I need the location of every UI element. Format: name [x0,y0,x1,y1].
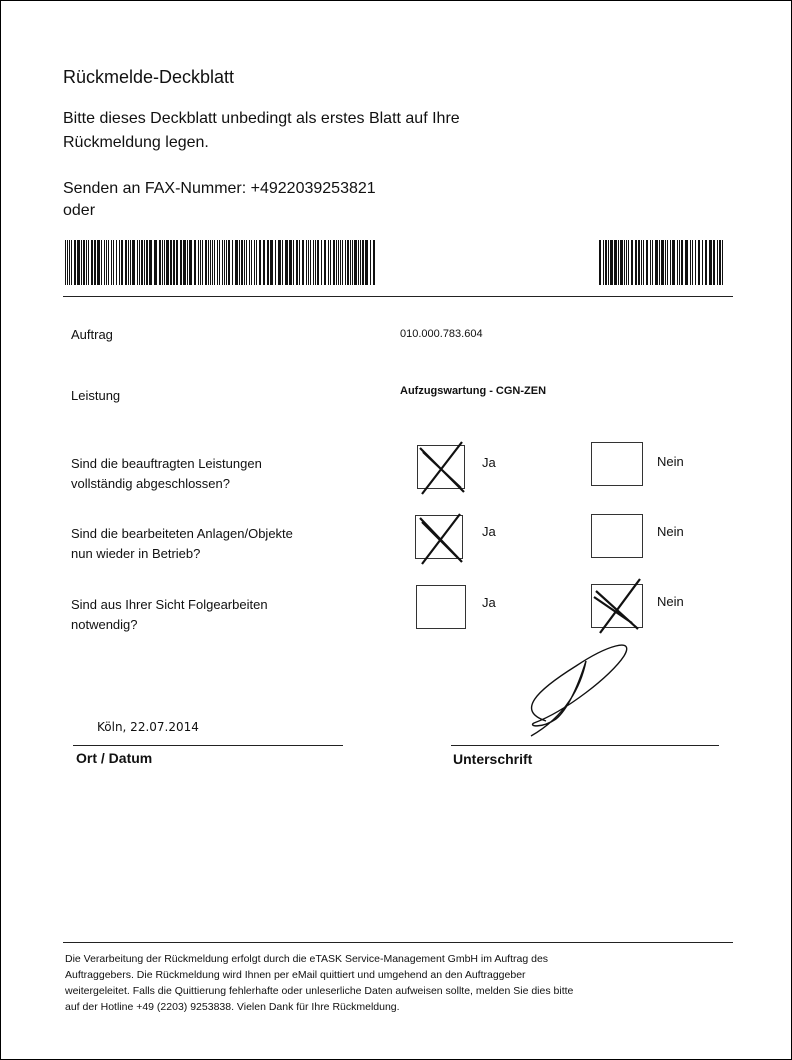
barcode-bar [224,240,225,285]
barcode-bar [228,240,230,285]
barcode-bar [646,240,648,285]
barcode-bar [672,240,675,285]
barcode-bar [69,240,70,285]
barcode-bar [340,240,341,285]
barcode-bar [278,240,281,285]
barcode-bar [679,240,680,285]
barcode-bar [285,240,288,285]
question-2-yes-label: Ja [482,524,496,539]
barcode-bar [219,240,220,285]
unterschrift-label: Unterschrift [453,751,533,767]
barcode-bar [251,240,252,285]
barcode-bar [310,240,311,285]
page-title: Rückmelde-Deckblatt [63,67,235,87]
barcode-bar [608,240,609,285]
barcode-bar [350,240,351,285]
fax-number: Senden an FAX-Nummer: +4922039253821 [63,180,376,197]
barcode-bar [365,240,368,285]
barcode-bar [631,240,633,285]
auftrag-value: 010.000.783.604 [400,328,483,340]
barcode-bar [132,240,135,285]
barcode-bar [128,240,129,285]
barcode-bar [214,240,215,285]
footer-line-4: auf der Hotline +49 (2203) 9253838. Vielen Dank für Ihre Rückmeldung. [65,1001,400,1013]
barcode-bar [722,240,723,285]
handwritten-signature [506,631,636,741]
question-3-yes-checkbox[interactable] [416,585,466,629]
barcode-bar [71,240,72,285]
ort-datum-value: Köln, 22.07.2014 [97,720,199,734]
barcode-bar [665,240,666,285]
barcode-bar [289,240,292,285]
barcode-bar [650,240,651,285]
barcode-bar [74,240,76,285]
barcode-bar [180,240,182,285]
barcode-bar [239,240,240,285]
barcode-bar [144,240,145,285]
barcode-bar [641,240,642,285]
barcode-bar [347,240,349,285]
question-2-no-label: Nein [657,524,684,539]
barcode-bar [373,240,375,285]
barcode-bar [246,240,247,285]
barcode-bar [139,240,140,285]
oder-text: oder [63,202,96,219]
barcode-bar [270,240,273,285]
barcode-bar [130,240,131,285]
question-2-no-checkbox[interactable] [591,514,643,558]
barcode-bar [263,240,265,285]
question-3-line-2: notwendig? [71,617,138,632]
barcode-bar [628,240,629,285]
ort-datum-label: Ort / Datum [76,750,153,766]
barcode-bar [121,240,123,285]
barcode-bar [65,240,66,285]
barcode-bar [208,240,209,285]
barcode-bar [624,240,625,285]
barcode-bar [328,240,329,285]
barcode-bar [293,240,294,285]
barcode-bar [717,240,718,285]
barcode-bar [302,240,304,285]
header-divider [63,296,733,297]
barcode-bar [86,240,87,285]
barcode-bar [659,240,660,285]
barcode-bar [685,240,688,285]
barcode-bar [106,240,107,285]
barcode-bar [244,240,245,285]
barcode-bar [282,240,283,285]
barcode-bar [655,240,658,285]
question-3-no-checkbox[interactable] [591,584,643,628]
barcode-bar [101,240,102,285]
barcode-bar [108,240,109,285]
barcode-bar [652,240,653,285]
barcode-bar [241,240,243,285]
ort-datum-line [73,745,343,746]
question-1-line-2: vollständig abgeschlossen? [71,476,230,491]
barcode-bar [176,240,178,285]
question-1-yes-label: Ja [482,455,496,470]
question-3-no-label: Nein [657,594,684,609]
barcode-bar [77,240,80,285]
cross-mark-icon [412,508,468,568]
barcode-bar [189,240,192,285]
leistung-value: Aufzugswartung - CGN-ZEN [400,385,547,397]
question-1 [71,454,351,494]
footer-line-1: Die Verarbeitung der Rückmeldung erfolgt durch die eTASK Service-Management GmbH im Auftrag des [65,953,549,965]
barcode-bar [187,240,188,285]
barcode-bar [618,240,619,285]
barcode-bar [677,240,678,285]
barcode-bar [275,240,276,285]
barcode-bar [709,240,712,285]
barcode-bar [635,240,637,285]
cross-mark-icon [414,438,470,498]
barcode-bar [217,240,218,285]
instruction-text [63,107,583,155]
barcode-bar [299,240,300,285]
barcode-bar [164,240,165,285]
barcode-bar [198,240,199,285]
footer-note [65,951,665,1015]
barcode-bar [113,240,114,285]
barcode-bar [170,240,172,285]
barcode-bar [352,240,353,285]
barcode-bar [88,240,89,285]
barcode-bar [222,240,223,285]
barcode-bar [183,240,186,285]
barcode-bar [614,240,617,285]
barcode-bar [235,240,238,285]
instruction-line-1: Bitte dieses Deckblatt unbedingt als erstes Blatt auf Ihre [63,110,460,127]
barcode-bar [667,240,668,285]
question-2 [71,524,351,564]
barcode-bar [259,240,261,285]
barcode-bar [254,240,255,285]
barcode-bar [296,240,298,285]
barcode-bar [194,240,196,285]
barcode-bar [643,240,644,285]
barcode-bar [698,240,700,285]
barcode-bar [317,240,319,285]
barcode-left [65,240,375,285]
barcode-bar [362,240,364,285]
barcode-bar [162,240,163,285]
barcode-bar [692,240,693,285]
question-3-yes-label: Ja [482,595,496,610]
barcode-bar [638,240,640,285]
barcode-bar [360,240,361,285]
barcode-bar [603,240,604,285]
barcode-bar [154,240,157,285]
question-2-line-2: nun wieder in Betrieb? [71,546,201,561]
barcode-bar [705,240,707,285]
barcode-bar [342,240,343,285]
barcode-bar [354,240,357,285]
footer-line-2: Auftraggebers. Die Rückmeldung wird Ihnen per eMail quittiert und umgehend an den Auftraggeber [65,969,526,981]
question-1-no-label: Nein [657,454,684,469]
question-2-yes-checkbox[interactable] [415,515,463,559]
barcode-bar [256,240,257,285]
barcode-bar [137,240,138,285]
unterschrift-line [451,745,719,746]
barcode-bar [610,240,613,285]
question-3 [71,595,351,635]
barcode-bar [94,240,96,285]
barcode-bar [670,240,671,285]
barcode-bar [202,240,203,285]
leistung-label: Leistung [71,388,121,403]
barcode-bar [125,240,127,285]
question-3-line-1: Sind aus Ihrer Sicht Folgearbeiten [71,597,268,612]
barcode-bar [116,240,117,285]
barcode-bar [308,240,309,285]
cross-mark-icon [588,577,644,637]
barcode-bar [97,240,100,285]
barcode-bar [336,240,337,285]
barcode-bar [205,240,207,285]
barcode-bar [249,240,250,285]
barcode-bar [212,240,213,285]
barcode-bar [159,240,161,285]
question-2-line-1: Sind die bearbeiteten Anlagen/Objekte [71,526,293,541]
barcode-bar [306,240,307,285]
barcode-bar [620,240,623,285]
barcode-bar [321,240,322,285]
barcode-bar [358,240,359,285]
instruction-line-2: Rückmeldung legen. [63,134,209,151]
barcode-bar [324,240,326,285]
auftrag-label: Auftrag [71,327,113,342]
barcode-bar [702,240,703,285]
barcode-bar [599,240,601,285]
barcode-bar [681,240,683,285]
barcode-bar [111,240,112,285]
barcode-bar [345,240,346,285]
barcode-bar [626,240,627,285]
barcode-bar [226,240,227,285]
barcode-bar [232,240,233,285]
barcode-bar [267,240,269,285]
barcode-bar [370,240,371,285]
barcode-bar [690,240,691,285]
barcode-bar [313,240,314,285]
barcode-bar [713,240,715,285]
barcode-bar [104,240,105,285]
footer-divider [63,942,733,943]
barcode-bar [83,240,85,285]
barcode-bar [315,240,316,285]
barcode-bar [173,240,175,285]
barcode-bar [91,240,93,285]
question-1-yes-checkbox[interactable] [417,445,465,489]
barcode-bar [661,240,664,285]
barcode-bar [605,240,607,285]
barcode-bar [119,240,120,285]
barcode-bar [141,240,143,285]
barcode-bar [719,240,721,285]
barcode-bar [166,240,169,285]
barcode-bar [330,240,331,285]
fax-block [63,178,376,222]
barcode-right [599,240,723,285]
barcode-bar [146,240,148,285]
barcode-bar [210,240,211,285]
footer-line-3: weitergeleitet. Falls die Quittierung fehlerhafte oder unleserliche Daten aufweisen sollte, melden Sie dies bitte [65,985,574,997]
barcode-bar [333,240,335,285]
barcode-bar [67,240,68,285]
barcode-bar [695,240,696,285]
barcode-bar [149,240,152,285]
barcode-bar [338,240,339,285]
barcode-bar [200,240,201,285]
question-1-no-checkbox[interactable] [591,442,643,486]
question-1-line-1: Sind die beauftragten Leistungen [71,456,262,471]
barcode-bar [81,240,82,285]
